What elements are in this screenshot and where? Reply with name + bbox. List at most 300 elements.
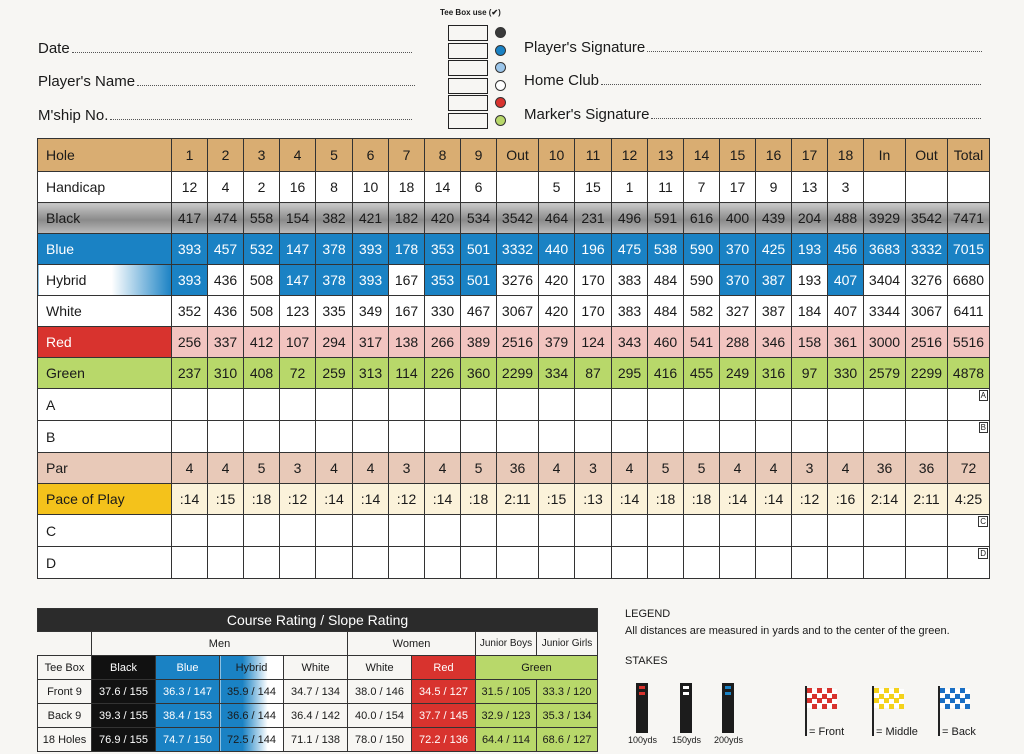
score-cell: 3542	[906, 203, 948, 234]
score-cell: 1	[612, 172, 648, 203]
row-label: Handicap	[38, 172, 172, 203]
players-signature-line[interactable]	[647, 39, 982, 52]
table-row	[38, 172, 990, 203]
tee-color-dot-icon	[495, 62, 506, 73]
score-entry-cell[interactable]	[906, 389, 948, 421]
score-cell	[906, 172, 948, 203]
score-entry-cell[interactable]	[612, 421, 648, 453]
score-entry-cell[interactable]	[280, 547, 316, 579]
rating-header-cell: Blue	[156, 656, 220, 680]
score-cell: 17	[720, 172, 756, 203]
score-entry-cell[interactable]	[864, 547, 906, 579]
table-row	[38, 728, 598, 752]
score-cell: 508	[244, 265, 280, 296]
score-cell: 5	[648, 453, 684, 484]
hole-header-cell: 12	[612, 139, 648, 172]
row-label: Pace of Play	[38, 484, 172, 515]
score-entry-cell[interactable]	[720, 389, 756, 421]
score-cell: 5	[539, 172, 575, 203]
score-entry-cell[interactable]	[461, 421, 497, 453]
table-row	[38, 265, 990, 296]
score-cell: 231	[575, 203, 612, 234]
hole-header-cell: In	[864, 139, 906, 172]
score-cell: 12	[172, 172, 208, 203]
rating-header-cell: Tee Box	[38, 656, 92, 680]
score-entry-cell[interactable]	[425, 389, 461, 421]
score-entry-cell[interactable]	[425, 547, 461, 579]
players-signature-label: Player's Signature	[524, 39, 646, 56]
score-entry-cell[interactable]	[353, 389, 389, 421]
score-cell: 408	[244, 358, 280, 389]
score-cell: 3332	[906, 234, 948, 265]
score-cell: 508	[244, 296, 280, 327]
score-entry-cell[interactable]	[792, 515, 828, 547]
rating-cell: 72.2 / 136	[412, 728, 476, 752]
hole-header-cell: 10	[539, 139, 575, 172]
score-cell: 464	[539, 203, 575, 234]
score-entry-cell[interactable]	[316, 515, 353, 547]
score-entry-cell[interactable]	[684, 389, 720, 421]
score-cell: 335	[316, 296, 353, 327]
score-entry-cell[interactable]	[864, 515, 906, 547]
row-label: B	[38, 421, 172, 453]
score-cell: 3276	[497, 265, 539, 296]
score-entry-cell[interactable]	[461, 389, 497, 421]
score-cell: 13	[792, 172, 828, 203]
score-entry-cell[interactable]	[497, 515, 539, 547]
tee-box-checkbox[interactable]	[448, 43, 488, 59]
score-cell: 10	[353, 172, 389, 203]
score-cell: 3542	[497, 203, 539, 234]
hole-header-cell: 8	[425, 139, 461, 172]
players-signature-field[interactable]	[524, 39, 982, 56]
score-cell: 4878	[948, 358, 990, 389]
score-entry-cell[interactable]	[948, 515, 990, 547]
score-entry-cell[interactable]	[756, 515, 792, 547]
score-entry-cell[interactable]	[792, 421, 828, 453]
score-cell: 337	[208, 327, 244, 358]
row-label: Blue	[38, 234, 172, 265]
stake-icon	[680, 683, 692, 733]
tee-box-checkbox[interactable]	[448, 60, 488, 76]
score-cell: 393	[353, 234, 389, 265]
score-cell: 87	[575, 358, 612, 389]
score-entry-cell[interactable]	[948, 547, 990, 579]
score-entry-cell[interactable]	[353, 547, 389, 579]
score-cell: :12	[389, 484, 425, 515]
rating-cell: 38.0 / 146	[348, 680, 412, 704]
hole-header-cell: 1	[172, 139, 208, 172]
score-entry-cell[interactable]	[280, 421, 316, 453]
table-row	[38, 484, 990, 515]
score-cell: 467	[461, 296, 497, 327]
score-entry-cell[interactable]	[461, 515, 497, 547]
score-entry-cell[interactable]	[425, 421, 461, 453]
home-club-line[interactable]	[601, 72, 981, 85]
score-entry-cell[interactable]	[648, 389, 684, 421]
score-entry-cell[interactable]	[575, 547, 612, 579]
score-entry-cell[interactable]	[648, 515, 684, 547]
row-label: Red	[38, 327, 172, 358]
score-entry-cell[interactable]	[461, 547, 497, 579]
table-row	[38, 547, 990, 579]
rating-header-cell: Hybrid	[220, 656, 284, 680]
score-cell: :14	[720, 484, 756, 515]
score-cell: 421	[353, 203, 389, 234]
score-cell: 36	[906, 453, 948, 484]
scorecard-table	[37, 138, 990, 579]
score-cell: 532	[244, 234, 280, 265]
score-cell: 316	[756, 358, 792, 389]
hole-header-cell: 9	[461, 139, 497, 172]
score-cell: 7	[684, 172, 720, 203]
tee-box-checkbox[interactable]	[448, 78, 488, 94]
score-cell: 2:14	[864, 484, 906, 515]
score-entry-cell[interactable]	[575, 515, 612, 547]
rating-row-label: Back 9	[38, 704, 92, 728]
score-cell: 389	[461, 327, 497, 358]
score-cell: 460	[648, 327, 684, 358]
score-entry-cell[interactable]	[316, 421, 353, 453]
score-entry-cell[interactable]	[864, 389, 906, 421]
score-cell: 361	[828, 327, 864, 358]
score-cell: 484	[648, 265, 684, 296]
row-marker: D	[980, 549, 986, 558]
score-cell: 11	[648, 172, 684, 203]
score-entry-cell[interactable]	[948, 421, 990, 453]
score-entry-cell[interactable]	[316, 547, 353, 579]
tee-box-checkbox[interactable]	[448, 113, 488, 129]
rating-header-cell: Black	[92, 656, 156, 680]
score-cell: 3344	[864, 296, 906, 327]
score-cell: 158	[792, 327, 828, 358]
score-entry-cell[interactable]	[208, 547, 244, 579]
score-cell: 124	[575, 327, 612, 358]
score-entry-cell[interactable]	[389, 421, 425, 453]
score-cell: :14	[425, 484, 461, 515]
table-row	[38, 515, 990, 547]
score-cell: 534	[461, 203, 497, 234]
score-cell: 3	[828, 172, 864, 203]
tee-box-row	[448, 113, 508, 129]
score-entry-cell[interactable]	[316, 389, 353, 421]
score-entry-cell[interactable]	[389, 389, 425, 421]
score-cell: 154	[280, 203, 316, 234]
score-cell: 4	[353, 453, 389, 484]
score-cell: 7471	[948, 203, 990, 234]
rating-group-junior-boys: Junior Boys	[476, 632, 537, 656]
score-entry-cell[interactable]	[864, 421, 906, 453]
score-entry-cell[interactable]	[828, 421, 864, 453]
score-entry-cell[interactable]	[756, 421, 792, 453]
score-entry-cell[interactable]	[539, 389, 575, 421]
score-cell: 330	[828, 358, 864, 389]
score-cell: 590	[684, 234, 720, 265]
score-entry-cell[interactable]	[497, 421, 539, 453]
score-entry-cell[interactable]	[648, 421, 684, 453]
score-cell: 2579	[864, 358, 906, 389]
score-cell: 4	[316, 453, 353, 484]
score-entry-cell[interactable]	[280, 389, 316, 421]
score-cell: 204	[792, 203, 828, 234]
rating-cell: 76.9 / 155	[92, 728, 156, 752]
rating-cell: 64.4 / 114	[476, 728, 537, 752]
score-entry-cell[interactable]	[828, 547, 864, 579]
rating-cell: 72.5 / 144	[220, 728, 284, 752]
rating-cell: 68.6 / 127	[537, 728, 598, 752]
hole-header-cell: 5	[316, 139, 353, 172]
score-entry-cell[interactable]	[948, 389, 990, 421]
score-entry-cell[interactable]	[756, 389, 792, 421]
score-cell: 4	[539, 453, 575, 484]
table-row	[38, 421, 990, 453]
score-cell: 474	[208, 203, 244, 234]
score-cell: :14	[353, 484, 389, 515]
score-cell: 378	[316, 234, 353, 265]
score-cell: 378	[316, 265, 353, 296]
score-entry-cell[interactable]	[720, 547, 756, 579]
row-label: C	[38, 515, 172, 547]
score-entry-cell[interactable]	[172, 515, 208, 547]
row-label: A	[38, 389, 172, 421]
row-marker: C	[980, 517, 986, 526]
date-label: Date	[38, 40, 70, 57]
table-row	[38, 358, 990, 389]
score-entry-cell[interactable]	[353, 515, 389, 547]
score-cell: 616	[684, 203, 720, 234]
tee-box-checkbox[interactable]	[448, 95, 488, 111]
score-entry-cell[interactable]	[497, 547, 539, 579]
score-cell: :18	[461, 484, 497, 515]
score-cell: 420	[539, 265, 575, 296]
score-cell: 352	[172, 296, 208, 327]
score-cell: 370	[720, 234, 756, 265]
score-entry-cell[interactable]	[612, 515, 648, 547]
rating-cell: 37.6 / 155	[92, 680, 156, 704]
hole-header-cell: 14	[684, 139, 720, 172]
score-entry-cell[interactable]	[172, 547, 208, 579]
score-entry-cell[interactable]	[612, 389, 648, 421]
score-cell: 4:25	[948, 484, 990, 515]
rating-header-cell: Green	[476, 656, 598, 680]
score-cell: 496	[612, 203, 648, 234]
score-cell: 294	[316, 327, 353, 358]
mship-label: M'ship No.	[38, 107, 109, 124]
score-cell: 3	[280, 453, 316, 484]
score-entry-cell[interactable]	[389, 547, 425, 579]
score-cell: :14	[172, 484, 208, 515]
legend	[625, 608, 950, 667]
rating-cell: 35.3 / 134	[537, 704, 598, 728]
row-label: Par	[38, 453, 172, 484]
table-row	[38, 203, 990, 234]
score-cell: 440	[539, 234, 575, 265]
date-field[interactable]	[38, 40, 412, 57]
score-cell: 16	[280, 172, 316, 203]
score-cell: 97	[792, 358, 828, 389]
score-entry-cell[interactable]	[906, 547, 948, 579]
players-name-field[interactable]	[38, 73, 415, 90]
score-cell: :14	[316, 484, 353, 515]
hole-header-cell: Out	[497, 139, 539, 172]
tee-box-checkbox[interactable]	[448, 25, 488, 41]
course-rating-table	[37, 608, 598, 752]
score-cell: 3067	[497, 296, 539, 327]
score-entry-cell[interactable]	[684, 547, 720, 579]
score-entry-cell[interactable]	[792, 547, 828, 579]
score-cell: 249	[720, 358, 756, 389]
score-cell: 8	[316, 172, 353, 203]
markers-signature-line[interactable]	[651, 106, 981, 119]
score-cell: 484	[648, 296, 684, 327]
score-entry-cell[interactable]	[906, 421, 948, 453]
score-cell: 393	[172, 265, 208, 296]
score-cell: 370	[720, 265, 756, 296]
score-cell: 3	[575, 453, 612, 484]
score-entry-cell[interactable]	[684, 421, 720, 453]
score-cell: 178	[389, 234, 425, 265]
score-entry-cell[interactable]	[389, 515, 425, 547]
players-name-line[interactable]	[137, 73, 415, 86]
score-cell: 3067	[906, 296, 948, 327]
rating-row-label: Front 9	[38, 680, 92, 704]
score-entry-cell[interactable]	[353, 421, 389, 453]
score-cell	[948, 172, 990, 203]
score-cell: 147	[280, 234, 316, 265]
tee-box-row	[448, 43, 508, 59]
rating-group-men: Men	[92, 632, 348, 656]
stake-label: 150yds	[672, 735, 702, 745]
score-cell: 3	[792, 453, 828, 484]
score-cell: :15	[208, 484, 244, 515]
score-cell: 420	[425, 203, 461, 234]
score-entry-cell[interactable]	[684, 515, 720, 547]
score-entry-cell[interactable]	[172, 389, 208, 421]
score-cell: 310	[208, 358, 244, 389]
hole-header-cell: 17	[792, 139, 828, 172]
score-cell: 259	[316, 358, 353, 389]
score-cell: 436	[208, 265, 244, 296]
score-cell: 2299	[906, 358, 948, 389]
table-row	[38, 296, 990, 327]
score-cell: 334	[539, 358, 575, 389]
score-entry-cell[interactable]	[720, 515, 756, 547]
tee-box-row	[448, 60, 508, 76]
score-cell: 343	[612, 327, 648, 358]
score-cell: 288	[720, 327, 756, 358]
score-entry-cell[interactable]	[539, 515, 575, 547]
score-cell: 6411	[948, 296, 990, 327]
stake-label: 200yds	[714, 735, 744, 745]
score-cell: :14	[756, 484, 792, 515]
score-cell: 6	[461, 172, 497, 203]
score-cell: 193	[792, 265, 828, 296]
score-entry-cell[interactable]	[828, 389, 864, 421]
score-cell: 330	[425, 296, 461, 327]
markers-signature-field[interactable]	[524, 106, 981, 123]
score-cell: 4	[208, 172, 244, 203]
tee-color-dot-icon	[495, 115, 506, 126]
row-label: White	[38, 296, 172, 327]
score-cell: 383	[612, 265, 648, 296]
mship-field[interactable]	[38, 107, 412, 124]
score-entry-cell[interactable]	[756, 547, 792, 579]
score-entry-cell[interactable]	[208, 515, 244, 547]
score-cell: 237	[172, 358, 208, 389]
score-cell: 256	[172, 327, 208, 358]
score-entry-cell[interactable]	[648, 547, 684, 579]
score-cell: 457	[208, 234, 244, 265]
score-entry-cell[interactable]	[244, 421, 280, 453]
score-cell: 387	[756, 296, 792, 327]
hole-header-cell: 6	[353, 139, 389, 172]
tee-color-dot-icon	[495, 45, 506, 56]
score-entry-cell[interactable]	[280, 515, 316, 547]
score-entry-cell[interactable]	[720, 421, 756, 453]
home-club-field[interactable]	[524, 72, 981, 89]
tee-box-row	[448, 25, 508, 41]
score-cell: 184	[792, 296, 828, 327]
score-entry-cell[interactable]	[244, 389, 280, 421]
table-row	[38, 389, 990, 421]
score-entry-cell[interactable]	[244, 515, 280, 547]
score-entry-cell[interactable]	[208, 421, 244, 453]
mship-line[interactable]	[110, 107, 412, 120]
score-cell: 558	[244, 203, 280, 234]
hole-header-cell: Total	[948, 139, 990, 172]
rating-cell: 31.5 / 105	[476, 680, 537, 704]
score-entry-cell[interactable]	[612, 547, 648, 579]
score-entry-cell[interactable]	[575, 421, 612, 453]
score-cell: 3929	[864, 203, 906, 234]
score-cell: 4	[208, 453, 244, 484]
score-cell: 123	[280, 296, 316, 327]
score-cell: 182	[389, 203, 425, 234]
date-line[interactable]	[72, 40, 412, 53]
score-cell: 436	[208, 296, 244, 327]
score-entry-cell[interactable]	[208, 389, 244, 421]
score-cell: 317	[353, 327, 389, 358]
tee-color-dot-icon	[495, 27, 506, 38]
score-entry-cell[interactable]	[828, 515, 864, 547]
score-cell: 167	[389, 296, 425, 327]
score-cell: 170	[575, 296, 612, 327]
score-entry-cell[interactable]	[497, 389, 539, 421]
score-entry-cell[interactable]	[575, 389, 612, 421]
score-entry-cell[interactable]	[539, 421, 575, 453]
hole-header-cell: 4	[280, 139, 316, 172]
stake-label: 100yds	[628, 735, 658, 745]
score-cell: 114	[389, 358, 425, 389]
score-cell: 5	[244, 453, 280, 484]
score-entry-cell[interactable]	[539, 547, 575, 579]
score-cell: 425	[756, 234, 792, 265]
score-entry-cell[interactable]	[244, 547, 280, 579]
score-cell: 313	[353, 358, 389, 389]
score-entry-cell[interactable]	[172, 421, 208, 453]
score-cell: :18	[244, 484, 280, 515]
score-cell: 4	[172, 453, 208, 484]
score-cell: 379	[539, 327, 575, 358]
score-cell: 501	[461, 265, 497, 296]
score-entry-cell[interactable]	[792, 389, 828, 421]
score-cell: 538	[648, 234, 684, 265]
hole-header-cell: 3	[244, 139, 280, 172]
score-entry-cell[interactable]	[906, 515, 948, 547]
score-entry-cell[interactable]	[425, 515, 461, 547]
score-cell: 2299	[497, 358, 539, 389]
rating-cell: 36.6 / 144	[220, 704, 284, 728]
